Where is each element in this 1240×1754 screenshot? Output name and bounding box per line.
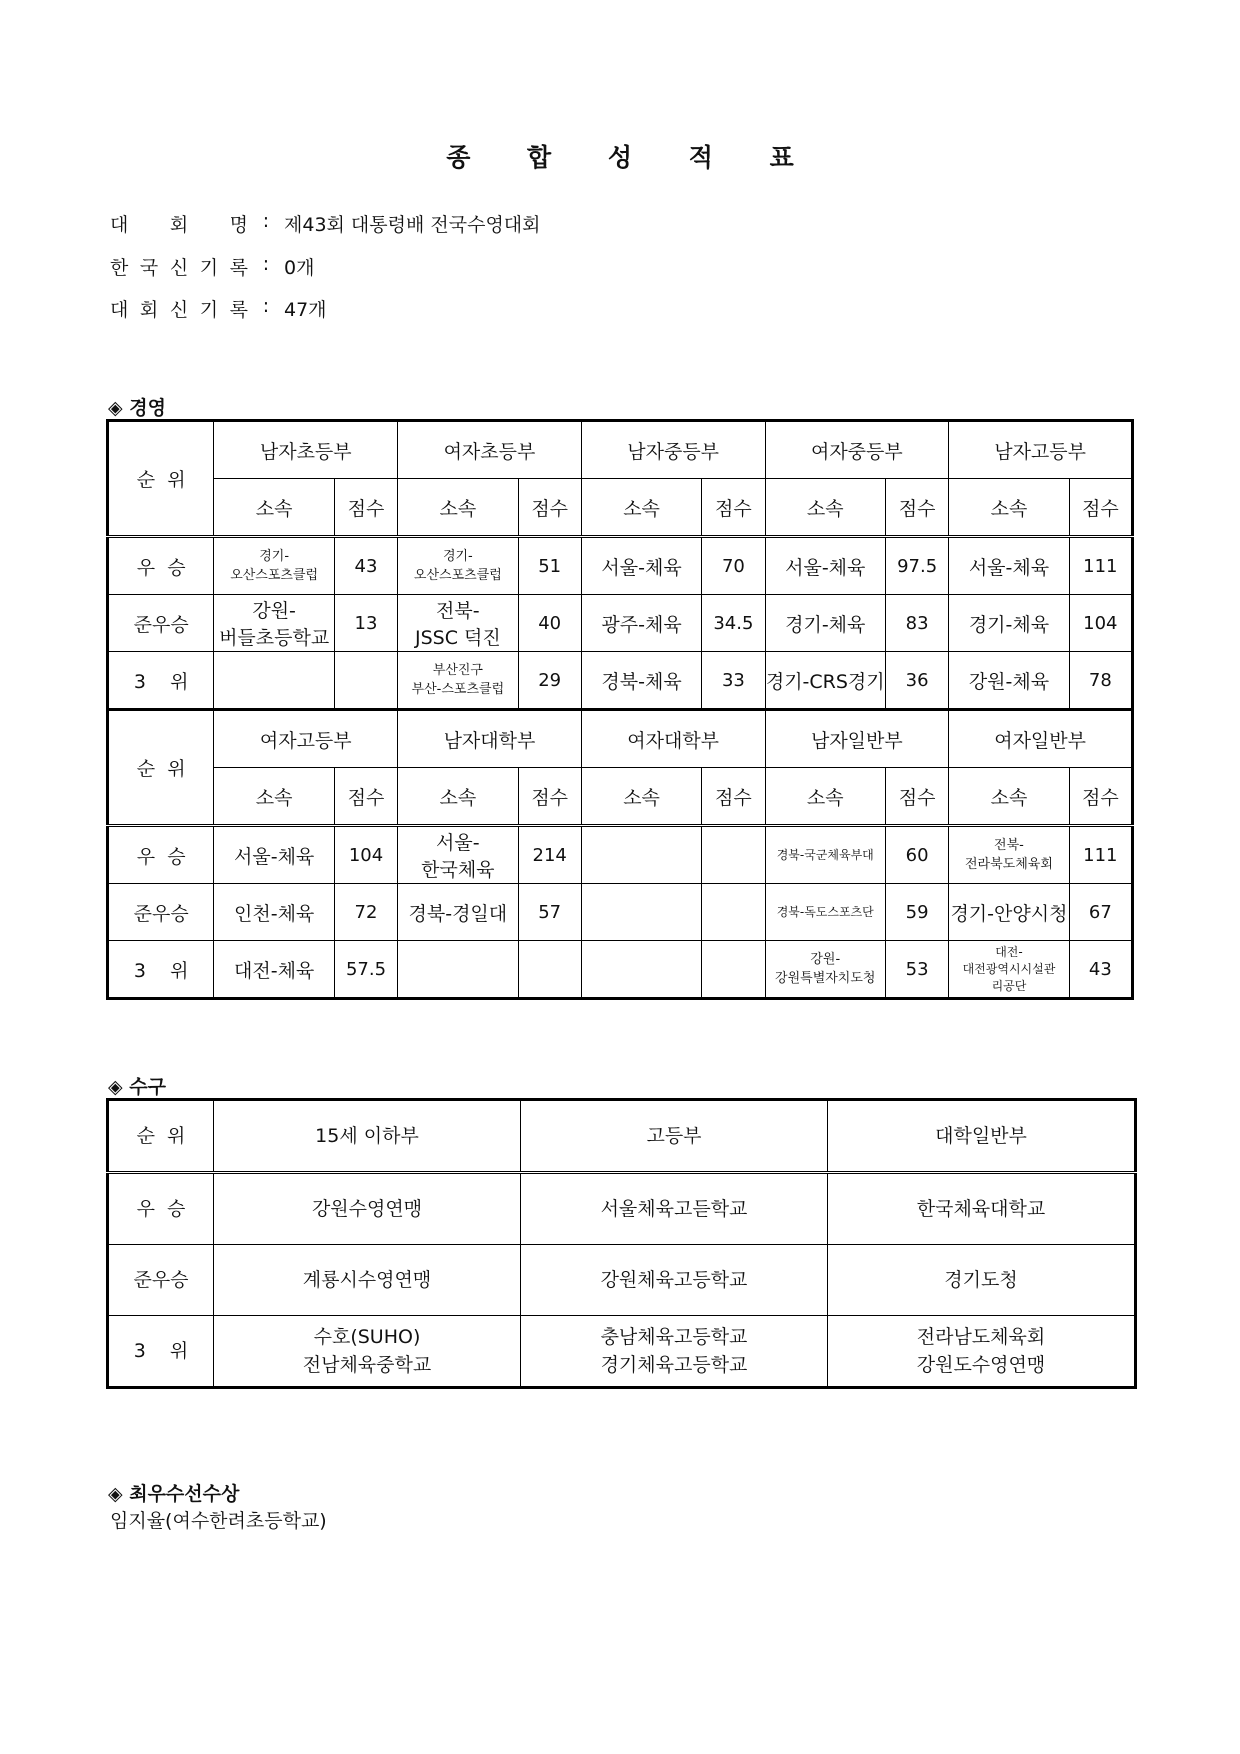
rank-cell: 3 위 <box>108 941 214 999</box>
rank-header: 순 위 <box>108 1100 214 1173</box>
result-row <box>108 884 1133 941</box>
result-row <box>108 1316 1136 1388</box>
score-cell: 60 <box>885 826 948 884</box>
team-cell: 경기도청 <box>828 1245 1136 1316</box>
competition-name: 제43회 대통령배 전국수영대회 <box>284 214 541 236</box>
info-row-competition: 대 회 명 : 제43회 대통령배 전국수영대회 <box>110 210 541 236</box>
info-label: 대 회 신 기 록 <box>110 299 248 321</box>
affiliation-cell: 경기- 오산스포츠클럽 <box>398 537 518 595</box>
affiliation-cell: 경북-독도스포츠단 <box>765 884 885 941</box>
score-cell: 67 <box>1069 884 1132 941</box>
division-header: 남자일반부 <box>765 710 949 768</box>
swimming-results-table <box>106 419 1134 1000</box>
info-row-korean-record: 한 국 신 기 록 : 0개 <box>110 253 315 279</box>
affiliation-header: 소속 <box>214 768 334 826</box>
score-cell: 70 <box>702 537 765 595</box>
affiliation-cell <box>581 884 701 941</box>
rank-cell: 3 위 <box>108 1316 214 1388</box>
affiliation-header: 소속 <box>949 768 1069 826</box>
score-cell <box>702 826 765 884</box>
affiliation-header: 소속 <box>765 479 885 537</box>
score-header: 점수 <box>885 768 948 826</box>
affiliation-cell: 경북-경일대 <box>398 884 518 941</box>
affiliation-header: 소속 <box>398 479 518 537</box>
division-header: 남자초등부 <box>214 421 398 479</box>
affiliation-cell: 강원- 강원특별자치도청 <box>765 941 885 999</box>
affiliation-header: 소속 <box>398 768 518 826</box>
info-row-meet-record: 대 회 신 기 록 : 47개 <box>110 295 327 321</box>
score-cell: 111 <box>1069 537 1132 595</box>
affiliation-cell: 경북-체육 <box>581 652 701 710</box>
affiliation-cell: 경기-체육 <box>949 595 1069 652</box>
score-cell: 57.5 <box>334 941 397 999</box>
score-cell: 83 <box>885 595 948 652</box>
division-header: 여자일반부 <box>949 710 1133 768</box>
affiliation-cell: 경북-국군체육부대 <box>765 826 885 884</box>
division-header: 남자중등부 <box>581 421 765 479</box>
rank-header: 순 위 <box>108 710 214 826</box>
affiliation-cell: 강원-체육 <box>949 652 1069 710</box>
score-header: 점수 <box>702 479 765 537</box>
team-cell: 전라남도체육회 강원도수영연맹 <box>828 1316 1136 1388</box>
affiliation-header: 소속 <box>765 768 885 826</box>
rank-cell: 우 승 <box>108 826 214 884</box>
affiliation-cell <box>398 941 518 999</box>
score-header: 점수 <box>518 768 581 826</box>
result-row <box>108 1173 1136 1245</box>
division-header: 남자대학부 <box>398 710 582 768</box>
affiliation-cell: 전북- JSSC 덕진 <box>398 595 518 652</box>
team-cell: 강원체육고등학교 <box>521 1245 828 1316</box>
score-cell: 78 <box>1069 652 1132 710</box>
result-row <box>108 1245 1136 1316</box>
score-header: 점수 <box>885 479 948 537</box>
affiliation-cell: 서울-체육 <box>765 537 885 595</box>
affiliation-header: 소속 <box>581 479 701 537</box>
score-header: 점수 <box>334 479 397 537</box>
affiliation-cell: 강원- 버들초등학교 <box>214 595 334 652</box>
score-cell: 53 <box>885 941 948 999</box>
score-cell: 13 <box>334 595 397 652</box>
affiliation-cell: 경기-안양시청 <box>949 884 1069 941</box>
affiliation-cell: 경기-CRS경기 <box>765 652 885 710</box>
team-cell: 계룡시수영연맹 <box>214 1245 521 1316</box>
team-cell: 충남체육고등학교 경기체육고등학교 <box>521 1316 828 1388</box>
affiliation-cell: 경기- 오산스포츠클럽 <box>214 537 334 595</box>
division-header: 여자초등부 <box>398 421 582 479</box>
affiliation-cell: 부산진구 부산-스포츠클럽 <box>398 652 518 710</box>
info-label: 대 회 명 <box>110 214 248 236</box>
affiliation-header: 소속 <box>949 479 1069 537</box>
score-header: 점수 <box>334 768 397 826</box>
affiliation-cell: 서울-체육 <box>214 826 334 884</box>
score-cell: 33 <box>702 652 765 710</box>
meet-record-count: 47개 <box>284 299 327 321</box>
section-title-swimming: ◈ 경영 <box>108 397 166 419</box>
score-cell: 40 <box>518 595 581 652</box>
result-row <box>108 537 1133 595</box>
team-cell: 강원수영연맹 <box>214 1173 521 1245</box>
division-header: 남자고등부 <box>949 421 1133 479</box>
score-cell: 104 <box>1069 595 1132 652</box>
team-cell: 한국체육대학교 <box>828 1173 1136 1245</box>
score-cell: 43 <box>334 537 397 595</box>
score-cell: 43 <box>1069 941 1132 999</box>
score-cell <box>702 884 765 941</box>
affiliation-cell: 서울-체육 <box>581 537 701 595</box>
team-cell: 수호(SUHO) 전남체육중학교 <box>214 1316 521 1388</box>
division-header: 여자대학부 <box>581 710 765 768</box>
division-header: 여자고등부 <box>214 710 398 768</box>
affiliation-header: 소속 <box>214 479 334 537</box>
score-cell: 51 <box>518 537 581 595</box>
result-row <box>108 941 1133 999</box>
division-header-row <box>108 421 1133 479</box>
rank-cell: 준우승 <box>108 884 214 941</box>
rank-cell: 우 승 <box>108 537 214 595</box>
affiliation-cell <box>581 941 701 999</box>
score-cell: 34.5 <box>702 595 765 652</box>
affiliation-cell <box>214 652 334 710</box>
rank-cell: 준우승 <box>108 595 214 652</box>
score-cell <box>702 941 765 999</box>
score-cell <box>518 941 581 999</box>
rank-header: 순 위 <box>108 421 214 537</box>
info-label: 한 국 신 기 록 <box>110 257 248 279</box>
score-cell: 104 <box>334 826 397 884</box>
team-cell: 서울체육고듣학교 <box>521 1173 828 1245</box>
score-header: 점수 <box>1069 479 1132 537</box>
affiliation-cell: 전북- 전라북도체육회 <box>949 826 1069 884</box>
division-header: 고등부 <box>521 1100 828 1173</box>
sub-header-row <box>108 768 1133 826</box>
rank-cell: 우 승 <box>108 1173 214 1245</box>
mvp-name: 임지율(여수한려초등학교) <box>110 1510 327 1532</box>
result-row <box>108 595 1133 652</box>
score-cell: 97.5 <box>885 537 948 595</box>
score-cell: 29 <box>518 652 581 710</box>
division-header: 대학일반부 <box>828 1100 1136 1173</box>
section-title-mvp: ◈ 최우수선수상 <box>108 1483 240 1505</box>
score-header: 점수 <box>1069 768 1132 826</box>
affiliation-header: 소속 <box>581 768 701 826</box>
rank-cell: 준우승 <box>108 1245 214 1316</box>
division-header: 여자중등부 <box>765 421 949 479</box>
score-cell: 214 <box>518 826 581 884</box>
affiliation-cell: 대전- 대전광역시시설관 리공단 <box>949 941 1069 999</box>
korean-record-count: 0개 <box>284 257 315 279</box>
affiliation-cell: 대전-체육 <box>214 941 334 999</box>
score-cell <box>334 652 397 710</box>
score-cell: 59 <box>885 884 948 941</box>
rank-cell: 3 위 <box>108 652 214 710</box>
affiliation-cell: 서울-체육 <box>949 537 1069 595</box>
score-cell: 57 <box>518 884 581 941</box>
sub-header-row <box>108 479 1133 537</box>
result-row <box>108 826 1133 884</box>
score-cell: 72 <box>334 884 397 941</box>
affiliation-cell <box>581 826 701 884</box>
division-header-row <box>108 710 1133 768</box>
section-title-waterpolo: ◈ 수구 <box>108 1076 166 1098</box>
score-header: 점수 <box>518 479 581 537</box>
affiliation-cell: 서울- 한국체육 <box>398 826 518 884</box>
score-cell: 36 <box>885 652 948 710</box>
affiliation-cell: 경기-체육 <box>765 595 885 652</box>
division-header: 15세 이하부 <box>214 1100 521 1173</box>
score-header: 점수 <box>702 768 765 826</box>
result-row <box>108 652 1133 710</box>
waterpolo-results-table <box>106 1098 1137 1389</box>
affiliation-cell: 인천-체육 <box>214 884 334 941</box>
page-title: 종 합 성 적 표 <box>446 143 818 172</box>
score-cell: 111 <box>1069 826 1132 884</box>
division-header-row <box>108 1100 1136 1173</box>
affiliation-cell: 광주-체육 <box>581 595 701 652</box>
